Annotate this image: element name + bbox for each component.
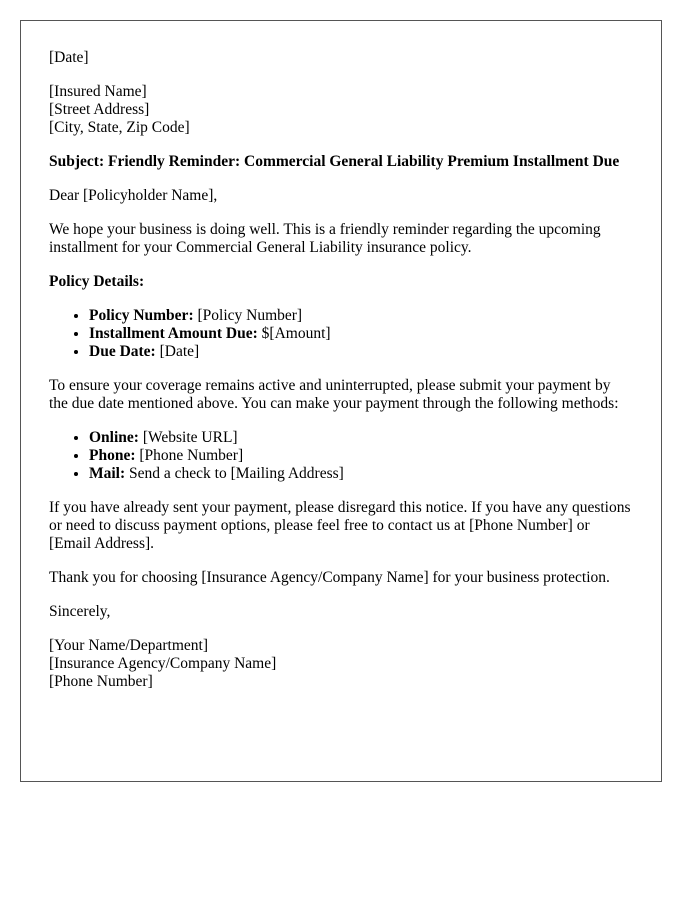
policy-details-heading: Policy Details: bbox=[49, 273, 145, 290]
policy-number-label: Policy Number: bbox=[89, 307, 194, 324]
policy-details-list bbox=[49, 307, 633, 361]
list-item bbox=[89, 465, 633, 483]
thanks-paragraph: Thank you for choosing [Insurance Agency/Company Name] for your business protection. bbox=[49, 569, 610, 586]
letter-page bbox=[20, 20, 662, 782]
disregard-paragraph: If you have already sent your payment, please disregard this notice. If you have any questions or need to discuss payment options, please feel free to contact us at [Phone Number] or [Email Address]. bbox=[49, 499, 631, 552]
payment-intro-paragraph: To ensure your coverage remains active and uninterrupted, please submit your payment by the due date mentioned above. You can make your payment through the following methods: bbox=[49, 377, 619, 412]
mail-value: Send a check to [Mailing Address] bbox=[125, 465, 344, 482]
phone-label: Phone: bbox=[89, 447, 136, 464]
payment-methods-list bbox=[49, 429, 633, 483]
list-item bbox=[89, 429, 633, 447]
phone-value: [Phone Number] bbox=[135, 447, 244, 464]
installment-amount-value: $[Amount] bbox=[257, 325, 331, 342]
intro-paragraph: We hope your business is doing well. This is a friendly reminder regarding the upcoming installment for your Commercial General Liability insurance policy. bbox=[49, 221, 601, 256]
signature-name: [Your Name/Department] bbox=[49, 637, 208, 654]
recipient-street: [Street Address] bbox=[49, 101, 150, 118]
online-value: [Website URL] bbox=[138, 429, 238, 446]
letter-date: [Date] bbox=[49, 49, 89, 66]
online-label: Online: bbox=[89, 429, 139, 446]
salutation: Dear [Policyholder Name], bbox=[49, 187, 218, 204]
due-date-value: [Date] bbox=[155, 343, 200, 360]
installment-amount-label: Installment Amount Due: bbox=[89, 325, 258, 342]
letter-subject: Subject: Friendly Reminder: Commercial General Liability Premium Installment Due bbox=[49, 153, 620, 170]
signature-phone: [Phone Number] bbox=[49, 673, 153, 690]
mail-label: Mail: bbox=[89, 465, 126, 482]
signature-block bbox=[49, 637, 633, 691]
closing: Sincerely, bbox=[49, 603, 111, 620]
recipient-name: [Insured Name] bbox=[49, 83, 147, 100]
list-item bbox=[89, 325, 633, 343]
policy-number-value: [Policy Number] bbox=[193, 307, 303, 324]
recipient-city: [City, State, Zip Code] bbox=[49, 119, 190, 136]
list-item bbox=[89, 307, 633, 325]
list-item bbox=[89, 343, 633, 361]
signature-company: [Insurance Agency/Company Name] bbox=[49, 655, 277, 672]
due-date-label: Due Date: bbox=[89, 343, 156, 360]
list-item bbox=[89, 447, 633, 465]
recipient-address bbox=[49, 83, 633, 137]
